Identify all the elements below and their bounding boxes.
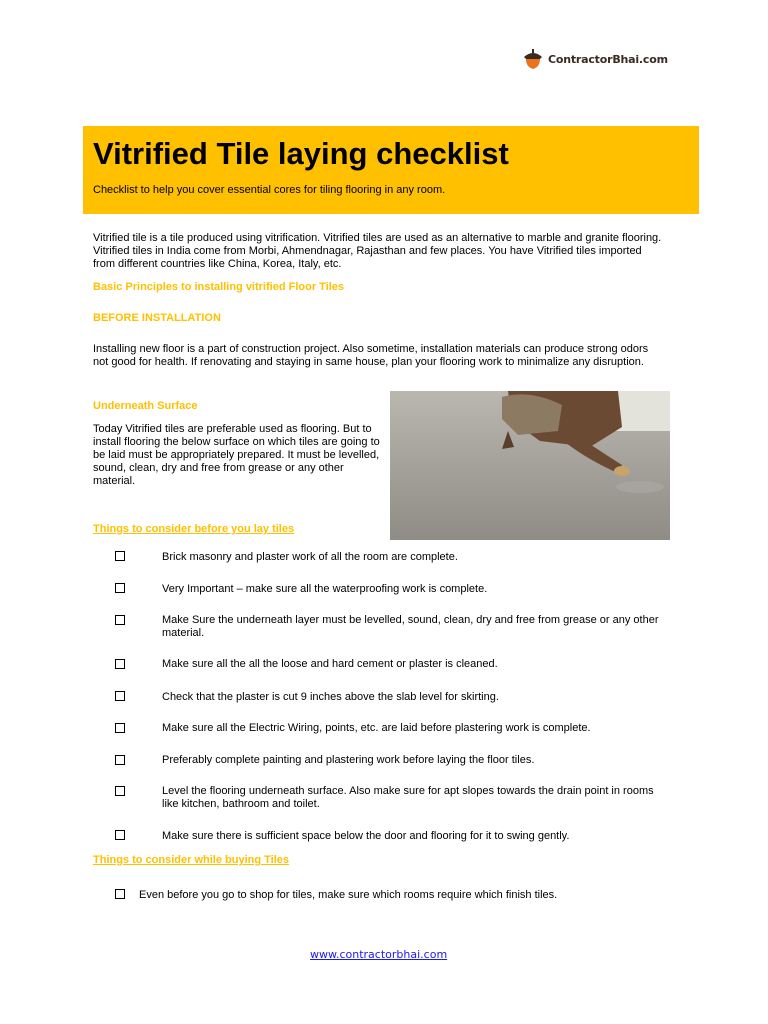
underneath-surface-heading: Underneath Surface: [93, 400, 198, 412]
checklist-item: Even before you go to shop for tiles, make sure which rooms require which finish tiles.: [139, 889, 558, 901]
title-banner: [83, 126, 699, 214]
intro-paragraph: Vitrified tile is a tile produced using vitrification. Vitrified tiles are used as an alternative to marble and granite flooring. Vitrified tiles in India come from Morbi, Ahmendnagar, Rajasthan and few places. You have Vitrified tiles imported from different countries like China, Korea, Italy, etc.: [93, 232, 662, 270]
checklist-item: Make sure all the all the loose and hard cement or plaster is cleaned.: [162, 658, 498, 670]
checklist-item: Make sure there is sufficient space below the door and flooring for it to swing gently.: [162, 830, 570, 842]
checkbox[interactable]: [115, 755, 125, 765]
checkbox[interactable]: [115, 786, 125, 796]
checklist-item: Level the flooring underneath surface. Also make sure for apt slopes towards the drain point in rooms like kitchen, bathroom and toilet.: [162, 785, 654, 810]
checkbox[interactable]: [115, 551, 125, 561]
checkbox[interactable]: [115, 830, 125, 840]
before-installation-heading: BEFORE INSTALLATION: [93, 312, 221, 324]
site-logo: [522, 48, 668, 70]
checklist-item: Make sure all the Electric Wiring, points, etc. are laid before plastering work is complete.: [162, 722, 591, 734]
checkbox[interactable]: [115, 723, 125, 733]
checkbox[interactable]: [115, 889, 125, 899]
page-subtitle: Checklist to help you cover essential cores for tiling flooring in any room.: [93, 184, 446, 196]
checklist-item: Preferably complete painting and plastering work before laying the floor tiles.: [162, 754, 535, 766]
checkbox[interactable]: [115, 583, 125, 593]
checkbox[interactable]: [115, 691, 125, 701]
checkbox[interactable]: [115, 659, 125, 669]
checklist-item: Brick masonry and plaster work of all the room are complete.: [162, 551, 458, 563]
checklist-item: Make Sure the underneath layer must be levelled, sound, clean, dry and free from grease or any other material.: [162, 614, 659, 639]
before-lay-heading: Things to consider before you lay tiles: [93, 523, 295, 535]
underneath-surface-paragraph: Today Vitrified tiles are preferable used as flooring. But to install flooring the below surface on which tiles are going to be laid must be appropriately prepared. It must be levelled, sound, clean, dry and free from grease or any other material.: [93, 423, 380, 487]
checklist-item: Check that the plaster is cut 9 inches above the slab level for skirting.: [162, 691, 499, 703]
acorn-icon: [522, 48, 544, 70]
footer-website-link[interactable]: www.contractorbhai.com: [310, 948, 448, 961]
worker-leveling-floor-photo: [390, 391, 670, 540]
checkbox[interactable]: [115, 615, 125, 625]
page-title: Vitrified Tile laying checklist: [93, 136, 509, 171]
logo-text: ContractorBhai.com: [548, 52, 668, 66]
checklist-item: Very Important – make sure all the waterproofing work is complete.: [162, 583, 488, 595]
before-installation-paragraph: Installing new floor is a part of construction project. Also sometime, installation materials can produce strong odors not good for health. If renovating and staying in same house, plan your flooring work to minimalize any disruption.: [93, 343, 649, 368]
basic-principles-heading: Basic Principles to installing vitrified Floor Tiles: [93, 281, 345, 293]
buying-heading: Things to consider while buying Tiles: [93, 854, 289, 866]
